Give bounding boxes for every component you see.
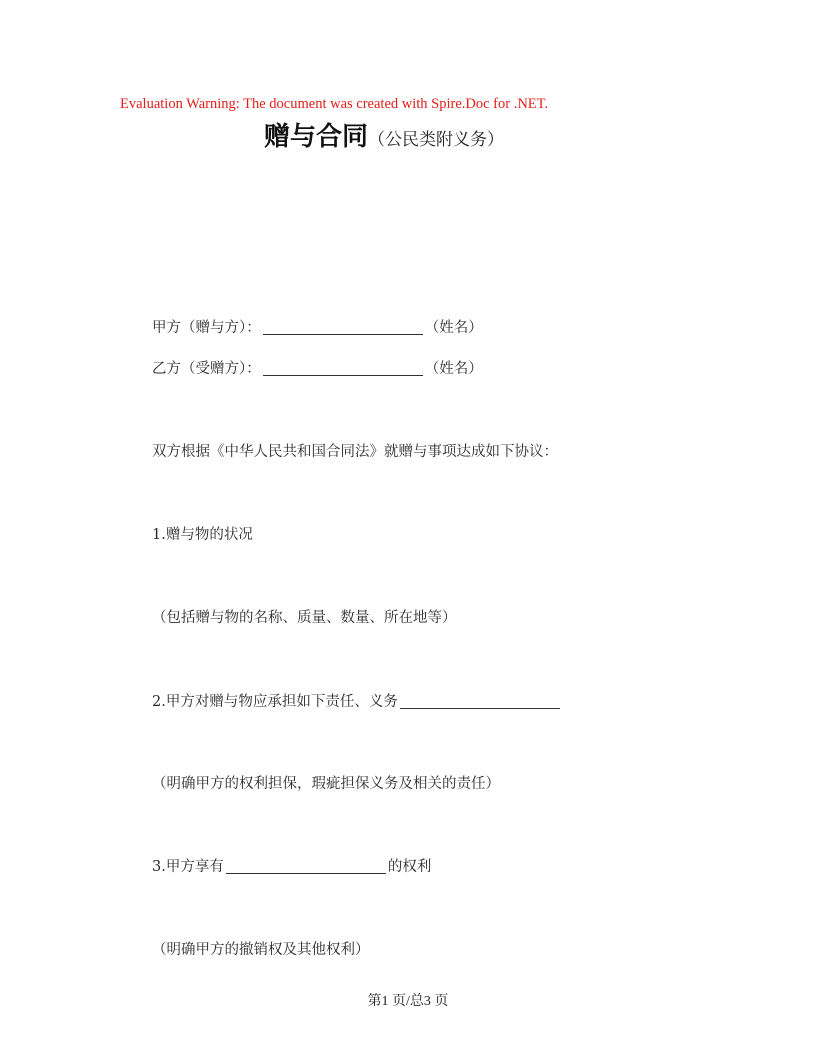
evaluation-warning: Evaluation Warning: The document was created with Spire.Doc for .NET.: [120, 96, 549, 112]
party-b-suffix: （姓名）: [424, 361, 483, 377]
party-a-label: 甲方（赠与方）：: [152, 320, 261, 336]
title-main: 赠与合同: [264, 122, 369, 152]
agreement-intro: 双方根据《中华人民共和国合同法》就赠与事项达成如下协议：: [152, 444, 558, 460]
party-b-name-blank: [263, 361, 423, 376]
party-a-suffix: （姓名）: [424, 320, 483, 336]
document-title: [264, 116, 504, 153]
clause-3-text-prefix: 3.甲方享有: [152, 859, 224, 875]
party-a-line: [152, 316, 483, 337]
clause-1-note: （包括赠与物的名称、质量、数量、所在地等）: [152, 610, 457, 626]
clause-2-heading: [152, 690, 562, 711]
clause-1-heading: 1.赠与物的状况: [152, 527, 253, 543]
clause-3-heading: [152, 855, 431, 876]
party-a-name-blank: [263, 320, 423, 335]
clause-3-text-suffix: 的权利: [387, 859, 432, 875]
clause-2-blank: [400, 694, 560, 709]
page-indicator: 第1 页/总3 页: [367, 994, 449, 1009]
party-b-label: 乙方（受赠方）：: [152, 361, 261, 377]
clause-3-note: （明确甲方的撤销权及其他权利）: [152, 942, 370, 958]
clause-3-blank: [226, 859, 386, 874]
party-b-line: [152, 357, 483, 378]
clause-2-text: 2.甲方对赠与物应承担如下责任、义务: [152, 694, 398, 710]
clause-2-note: （明确甲方的权利担保，瑕疵担保义务及相关的责任）: [152, 776, 500, 792]
title-subtitle: （公民类附义务）: [368, 130, 505, 150]
